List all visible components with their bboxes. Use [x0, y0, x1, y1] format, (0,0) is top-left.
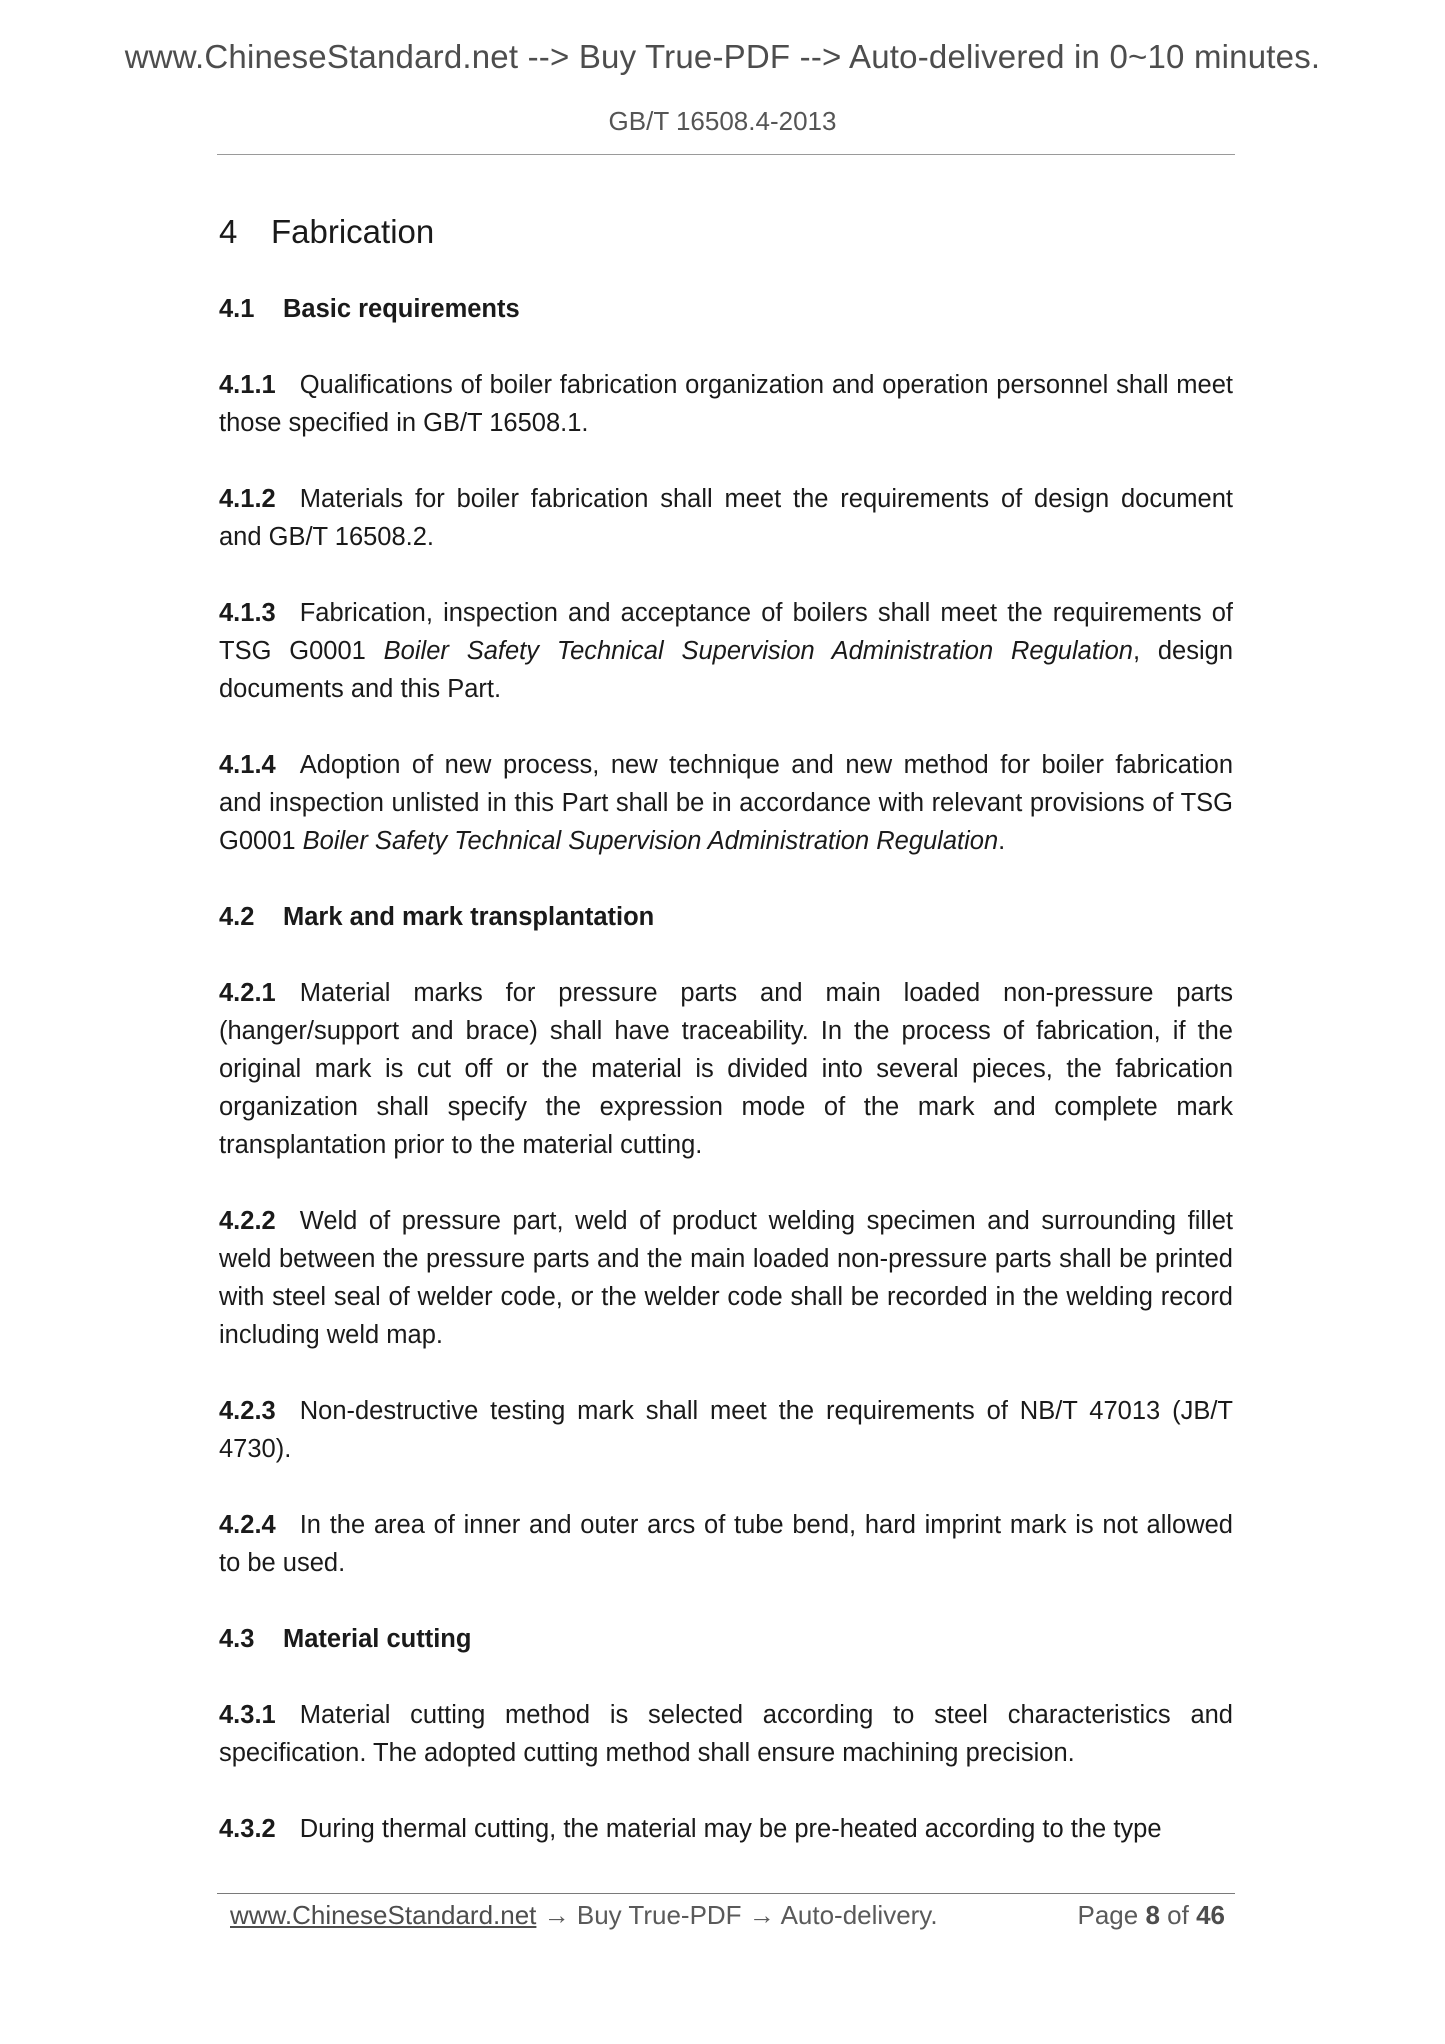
clause-text: Material cutting method is selected according to steel characteristics and specification. The adopted cutting method shall ensure machining precision.	[219, 1701, 1233, 1767]
clause-4-1-3	[219, 594, 1233, 708]
total-pages: 46	[1196, 1900, 1225, 1930]
clause-4-3-2	[219, 1810, 1233, 1848]
section-number: 4.3	[219, 1625, 255, 1653]
clause-text: Non-destructive testing mark shall meet the requirements of NB/T 47013 (JB/T 4730).	[219, 1397, 1233, 1463]
clause-text: During thermal cutting, the material may be pre-heated according to the type	[299, 1815, 1162, 1843]
footer-left	[230, 1900, 938, 1931]
clause-4-1-1	[219, 366, 1233, 442]
clause-number: 4.3.2	[219, 1815, 276, 1843]
clause-text: Fabrication, inspection and acceptance of boilers shall meet the requirements of TSG G0001	[219, 599, 1233, 665]
section-heading-4-3	[219, 1620, 1233, 1658]
clause-number: 4.3.1	[219, 1701, 276, 1729]
section-heading-4-2	[219, 898, 1233, 936]
clause-4-2-4	[219, 1506, 1233, 1582]
footer-divider	[217, 1893, 1235, 1894]
clause-4-1-4	[219, 746, 1233, 860]
clause-number: 4.2.2	[219, 1207, 276, 1235]
clause-number: 4.1.1	[219, 371, 276, 399]
page-number: 8	[1145, 1900, 1160, 1930]
chapter-title: Fabrication	[271, 213, 435, 250]
footer-tagline: → Buy True-PDF → Auto-delivery.	[536, 1900, 938, 1930]
clause-text: In the area of inner and outer arcs of tube bend, hard imprint mark is not allowed to be used.	[219, 1511, 1233, 1577]
footer-site-link[interactable]: www.ChineseStandard.net	[230, 1900, 537, 1930]
clause-text: Weld of pressure part, weld of product welding specimen and surrounding fillet weld between the pressure parts and the main loaded non-pressure parts shall be printed with steel seal of welder code, or the welder code shall be recorded in the welding record including weld map.	[219, 1207, 1233, 1349]
clause-text: Adoption of new process, new technique and new method for boiler fabrication and inspection unlisted in this Part shall be in accordance with relevant provisions of TSG G0001	[219, 751, 1233, 855]
section-title: Mark and mark transplantation	[283, 903, 655, 931]
regulation-title: Boiler Safety Technical Supervision Administration Regulation	[383, 637, 1133, 665]
clause-text: Material marks for pressure parts and main loaded non-pressure parts (hanger/support and brace) shall have traceability. In the process of fabrication, if the original mark is cut off or the material is divided into several pieces, the fabrication organization shall specify the expression mode of the mark and complete mark transplantation prior to the material cutting.	[219, 979, 1233, 1159]
clause-text-end: .	[998, 827, 1006, 855]
page-word: Page	[1077, 1900, 1139, 1930]
section-heading-4-1	[219, 290, 1233, 328]
clause-text-end: , design documents and this Part.	[219, 637, 1234, 703]
clause-number: 4.1.4	[219, 751, 276, 779]
clause-number: 4.1.2	[219, 485, 276, 513]
header-divider	[217, 154, 1235, 155]
section-number: 4.2	[219, 903, 255, 931]
clause-text: Qualifications of boiler fabrication organization and operation personnel shall meet those specified in GB/T 16508.1.	[219, 371, 1233, 437]
header-banner: www.ChineseStandard.net --> Buy True-PDF --> Auto-delivered in 0~10 minutes.	[124, 38, 1321, 75]
page-content	[219, 210, 1233, 1886]
page-footer	[230, 1900, 1225, 1940]
chapter-heading	[219, 210, 1233, 254]
section-title: Basic requirements	[283, 295, 520, 323]
page-indicator	[1077, 1900, 1225, 1931]
section-title: Material cutting	[283, 1625, 472, 1653]
clause-text: Materials for boiler fabrication shall meet the requirements of design document and GB/T 16508.2.	[219, 485, 1233, 551]
of-word: of	[1167, 1900, 1189, 1930]
clause-number: 4.2.1	[219, 979, 276, 1007]
regulation-title: Boiler Safety Technical Supervision Administration Regulation	[302, 827, 999, 855]
clause-4-2-2	[219, 1202, 1233, 1354]
chapter-number: 4	[219, 213, 238, 250]
section-number: 4.1	[219, 295, 255, 323]
clause-4-2-1	[219, 974, 1233, 1164]
clause-number: 4.1.3	[219, 599, 276, 627]
clause-number: 4.2.3	[219, 1397, 276, 1425]
clause-4-1-2	[219, 480, 1233, 556]
standard-code: GB/T 16508.4-2013	[608, 106, 837, 136]
clause-4-2-3	[219, 1392, 1233, 1468]
clause-number: 4.2.4	[219, 1511, 276, 1539]
clause-4-3-1	[219, 1696, 1233, 1772]
